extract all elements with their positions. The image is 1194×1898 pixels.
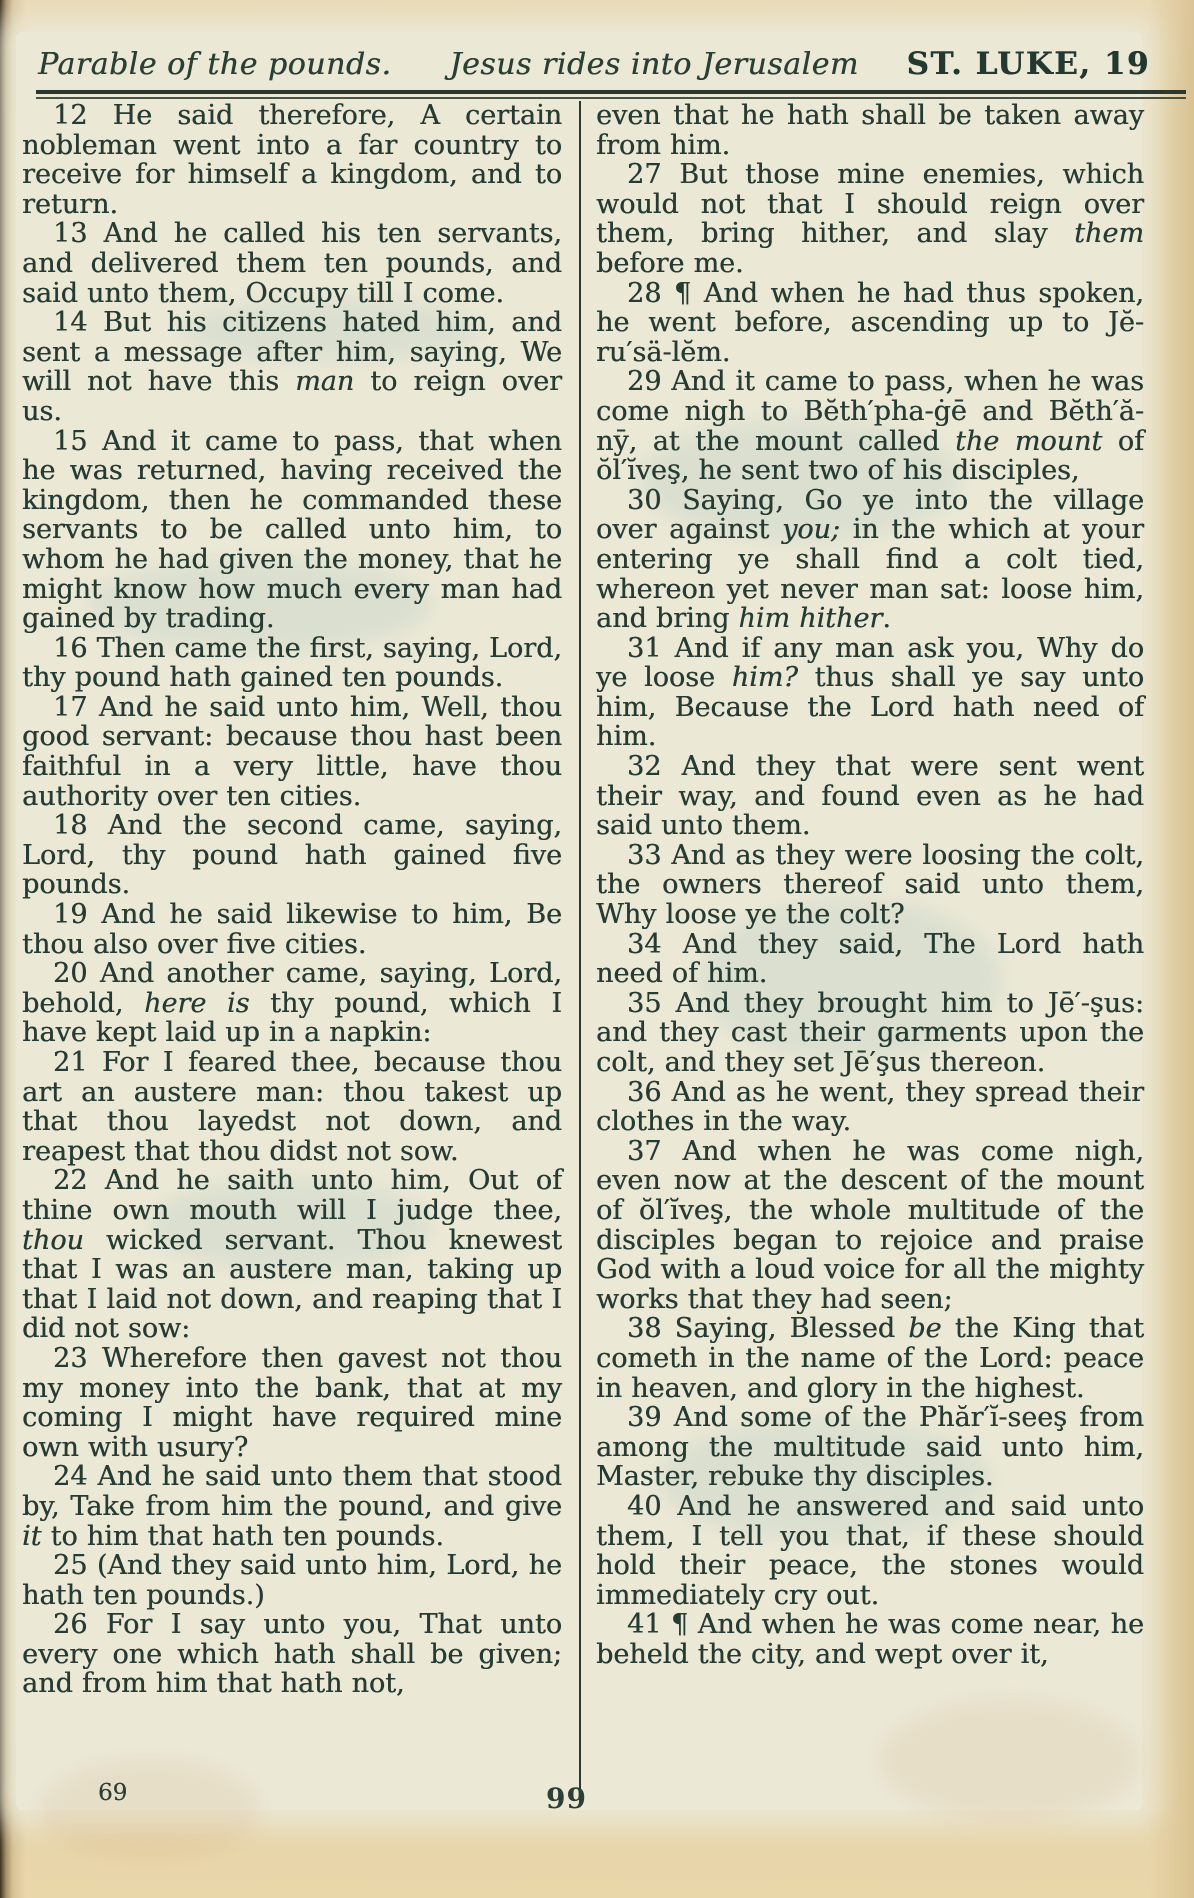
verse-text: thy pound, which I have kept laid up in a napkin: [22, 987, 563, 1049]
verse-text: And they brought him to Jē′-şus: and they cast their garments upon the colt, and they set Jē′şus thereon. [596, 987, 1144, 1078]
verse-text: And he saith unto him, Out of thine own mouth will I judge thee, [22, 1165, 562, 1226]
verse-text-italic: him hither [738, 603, 883, 635]
verse-text: even that he hath shall be taken away from him. [596, 100, 1144, 161]
verse-19 [22, 900, 562, 959]
verse-text-italic: thou [22, 1224, 84, 1256]
verse-number: 13 [53, 218, 104, 250]
verse-21 [22, 1048, 562, 1166]
verse-text: For I say unto you, That unto every one which hath shall be given; and from him that hath not, [22, 1609, 562, 1700]
verse-number: 12 [53, 100, 113, 131]
signature-mark: 69 [98, 1780, 128, 1806]
verse-number: 26 [53, 1609, 106, 1641]
verse-number: 38 [627, 1313, 675, 1345]
verse-41 [596, 1610, 1144, 1669]
verse-number: 39 [627, 1402, 674, 1434]
verse-text-italic: it [22, 1520, 42, 1552]
verse-text: And they that were sent went their way, and found even as he had said unto them. [596, 751, 1144, 842]
verse-text: And it came to pass, that when he was returned, having received the kingdom, then he commanded these servants to be called unto him, to whom he had given the money, that he might know how much every man had gained by trading. [22, 425, 562, 635]
verse-text: . [882, 603, 891, 635]
verse-24 [22, 1462, 562, 1551]
verse-text: And he said unto them that stood by, Take from him the pound, and give [22, 1461, 562, 1522]
verse-27 [596, 160, 1144, 278]
verse-text: And another came, saying, Lord, behold, [22, 958, 562, 1019]
verse-number: 14 [53, 307, 103, 339]
verse-text: And some of the Phăr′ĭ-seeş from among the multitude said unto him, Master, rebuke thy disciples. [596, 1402, 1144, 1493]
verse-number: 37 [627, 1135, 683, 1167]
verse-number: 35 [627, 987, 676, 1019]
verse-text: And the second came, saying, Lord, thy pound hath gained five pounds. [22, 810, 562, 901]
verse-22 [22, 1166, 562, 1344]
verse-text: And he answered and said unto them, I tell you that, if these should hold their peace, the stones would immediately cry out. [596, 1490, 1144, 1611]
verse-text: And it came to pass, when he was come nigh to Bĕth′pha-ġē and Bĕth′ă-nȳ, at the mount called [596, 366, 1144, 457]
verse-text: And when he was come nigh, even now at the descent of the mount of ŏl′ĭveş, the whole multitude of the disciples began to rejoice and praise God with a loud voice for all the mighty works that they had seen; [596, 1135, 1144, 1315]
verse-number: 28 [627, 277, 674, 309]
verse-32 [596, 752, 1144, 841]
verse-number: 15 [53, 425, 103, 457]
verse-number: 24 [53, 1461, 98, 1493]
verse-16 [22, 634, 562, 693]
verse-number: 29 [627, 366, 672, 398]
verse-36 [596, 1078, 1144, 1137]
verse-number: 19 [53, 899, 102, 931]
verse-38 [596, 1314, 1144, 1403]
running-head-subject-right: Jesus rides into Jerusalem [449, 47, 859, 82]
verse-number: 17 [53, 691, 99, 723]
verse-text: And as he went, they spread their clothes in the way. [596, 1076, 1144, 1138]
verse-text-italic: you; [781, 514, 840, 546]
verse-number: 22 [53, 1165, 105, 1197]
verse-15 [22, 427, 562, 634]
verse-28 [596, 279, 1144, 368]
verse-40 [596, 1492, 1144, 1610]
verse-number: 33 [627, 839, 672, 871]
verse-text: But his citizens hated him, and sent a message after him, saying, We will not have this [22, 307, 562, 398]
verse-text: (And they said unto him, Lord, he hath ten pounds.) [22, 1550, 562, 1611]
verse-text: to reign over us. [22, 366, 562, 427]
verse-text: to him that hath ten pounds. [41, 1520, 444, 1552]
verse-14 [22, 308, 562, 426]
running-header [38, 46, 1164, 90]
verse-text: He said therefore, A certain nobleman went into a far country to receive for himself a kingdom, and to return. [22, 100, 562, 220]
verse-number: 18 [53, 810, 108, 842]
verse-37 [596, 1137, 1144, 1315]
verse-number: 31 [627, 632, 675, 664]
verse-number: 34 [627, 928, 683, 960]
verse-12 [22, 101, 562, 219]
verse-number: 30 [627, 484, 683, 516]
verse-number: 36 [627, 1076, 672, 1108]
verse-text-italic: man [295, 366, 355, 398]
verse-text-italic: them [1074, 218, 1144, 250]
verse-text: Saying, Blessed [674, 1313, 909, 1345]
verse-23 [22, 1344, 562, 1462]
verse-text: Wherefore then gavest not thou my money into the bank, that at my coming I might have required mine own with usury? [22, 1342, 562, 1463]
verse-text-italic: be [908, 1313, 942, 1345]
verse-text: And he said likewise to him, Be thou also over five cities. [22, 899, 562, 960]
verse-text: But those mine enemies, which would not that I should reign over them, bring hither, and slay [596, 159, 1144, 250]
text-column-left [22, 101, 562, 1801]
verse-34 [596, 930, 1144, 989]
scripture-columns [22, 101, 1144, 1801]
verse-number: 32 [627, 751, 682, 783]
verse-text: And he called his ten servants, and delivered them ten pounds, and said unto them, Occupy till I come. [22, 218, 562, 309]
verse-number: 40 [627, 1490, 678, 1522]
verse-13 [22, 219, 562, 308]
verse-number: 23 [53, 1342, 102, 1374]
verse-text-italic: him? [731, 662, 798, 694]
verse-33 [596, 841, 1144, 930]
verse-text: And he said unto him, Well, thou good servant: because thou hast been faithful in a very little, have thou authority over ten cities. [22, 691, 562, 812]
verse-text: in the which at your entering ye shall find a colt tied, whereon yet never man sat: loose him, and bring [596, 514, 1144, 635]
verse-text: ¶ And when he had thus spoken, he went before, ascending up to Jĕ-ru′sä-lĕm. [596, 277, 1144, 368]
verse-number: 16 [53, 632, 97, 664]
verse-text: And as they were loosing the colt, the owners thereof said unto them, Why loose ye the colt? [596, 839, 1144, 931]
verse-text: For I feared thee, because thou art an austere man: thou takest up that thou layedst not down, and reapest that thou didst not sow. [22, 1047, 562, 1167]
verse-26 [22, 1610, 562, 1699]
verse-text: wicked servant. Thou knewest that I was an austere man, taking up that I laid not down, and reaping that I did not sow: [22, 1224, 562, 1345]
verse-number: 25 [53, 1550, 97, 1582]
verse-text-italic: here is [144, 987, 250, 1019]
verse-text: ¶ And when he was come near, he beheld the city, and wept over it, [596, 1609, 1144, 1670]
verse-text: thus shall ye say unto him, Because the Lord hath need of him. [596, 662, 1144, 753]
running-head-book-title: ST. LUKE, 19 [906, 46, 1150, 82]
verse-number: 27 [627, 159, 680, 191]
verse-30 [596, 486, 1144, 634]
verse-number: 41 [627, 1609, 671, 1641]
page-number: 99 [546, 1782, 587, 1815]
verse-text: before me. [596, 247, 744, 279]
running-head-subject-left: Parable of the pounds. [38, 47, 392, 82]
verse-text: Then came the first, saying, Lord, thy pound hath gained ten pounds. [22, 632, 562, 694]
verse-25 [22, 1551, 562, 1610]
text-column-right [596, 101, 1144, 1801]
verse-text: Saying, Go ye into the village over against [596, 484, 1144, 546]
verse-number: 20 [53, 958, 100, 990]
verse-continuation [596, 101, 1144, 160]
verse-39 [596, 1403, 1144, 1492]
verse-31 [596, 634, 1144, 752]
verse-35 [596, 989, 1144, 1078]
verse-number: 21 [53, 1047, 102, 1078]
header-rule [36, 90, 1186, 99]
verse-text-italic: the mount [955, 425, 1103, 457]
verse-text: the King that cometh in the name of the Lord: peace in heaven, and glory in the highest. [596, 1313, 1144, 1404]
verse-text: of ŏl′ĭveş, he sent two of his disciples, [596, 425, 1144, 487]
verse-text: And if any man ask you, Why do ye loose [596, 632, 1144, 694]
column-divider-rule [579, 101, 581, 1793]
verse-29 [596, 367, 1144, 485]
verse-text: And they said, The Lord hath need of him. [596, 928, 1144, 990]
verse-17 [22, 693, 562, 811]
verse-20 [22, 959, 562, 1048]
verse-18 [22, 811, 562, 900]
